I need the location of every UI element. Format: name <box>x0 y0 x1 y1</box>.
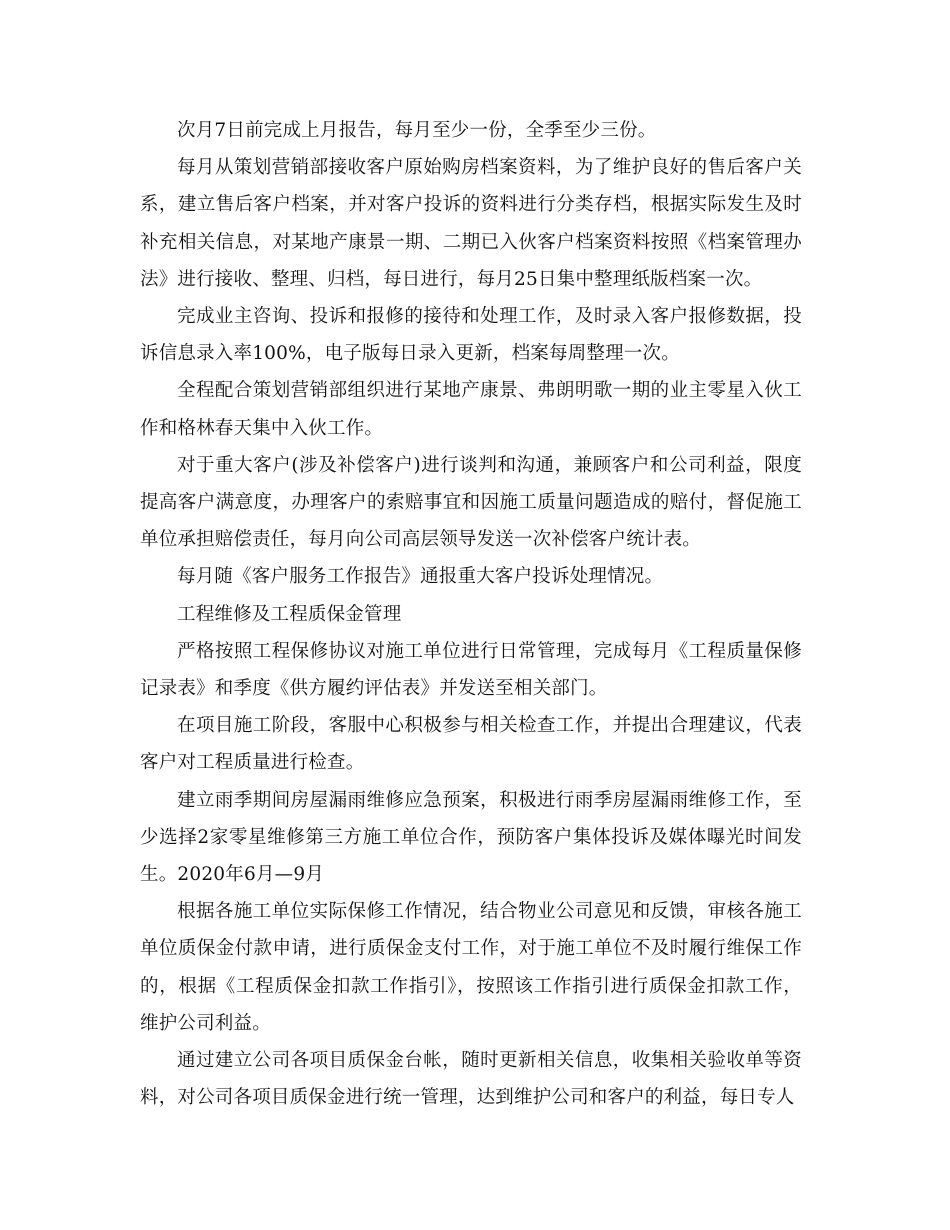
section-heading-maintenance: 工程维修及工程质保金管理 <box>177 603 402 625</box>
paragraph-warranty-payment: 根据各施工单位实际保修工作情况，结合物业公司意见和反馈，审核各施工单位质保金付款申请，进行质保金支付工作，对于施工单位不及时履行维保工作的，根据《工程质保金扣款工作指引》，按照该工作指引进行质保金扣款工作，维护公司利益。 <box>140 901 802 1034</box>
paragraph-warranty-ledger: 通过建立公司各项目质保金台帐，随时更新相关信息，收集相关验收单等资料，对公司各项目质保金进行统一管理，达到维护公司和客户的利益，每日专人 <box>140 1050 802 1109</box>
paragraph-warranty-management: 严格按照工程保修协议对施工单位进行日常管理，完成每月《工程质量保修记录表》和季度《供方履约评估表》并发送至相关部门。 <box>140 640 802 700</box>
paragraph-major-customers: 对于重大客户(涉及补偿客户)进行谈判和沟通，兼顾客户和公司利益，限度提高客户满意度，办理客户的索赔事宜和因施工质量问题造成的赔付，督促施工单位承担赔偿责任，每月向公司高层领导发送一次补偿客户统计表。 <box>140 454 802 551</box>
paragraph-customer-archives: 每月从策划营销部接收客户原始购房档案资料，为了维护良好的售后客户关系，建立售后客户档案，并对客户投诉的资料进行分类存档，根据实际发生及时补充相关信息，对某地产康景一期、二期已入伙客户档案资料按照《档案管理办法》进行接收、整理、归档，每日进行，每月25日集中整理纸版档案一次。 <box>140 157 802 290</box>
paragraph-rainy-season-plan: 建立雨季期间房屋漏雨维修应急预案，积极进行雨季房屋漏雨维修工作，至少选择2家零星维修第三方施工单位合作，预防客户集体投诉及媒体曝光时间发生。2020年6月—9月 <box>140 789 802 886</box>
paragraph-inquiries-complaints: 完成业主咨询、投诉和报修的接待和处理工作，及时录入客户报修数据，投诉信息录入率100%，电子版每日录入更新，档案每周整理一次。 <box>140 306 802 365</box>
document-body <box>140 112 802 1116</box>
paragraph-monthly-report: 次月7日前完成上月报告，每月至少一份，全季至少三份。 <box>177 120 657 141</box>
paragraph-move-in-support: 全程配合策划营销部组织进行某地产康景、弗朗明歌一期的业主零星入伙工作和格林春天集中入伙工作。 <box>140 380 802 439</box>
paragraph-construction-inspection: 在项目施工阶段，客服中心积极参与相关检查工作，并提出合理建议，代表客户对工程质量进行检查。 <box>140 715 802 774</box>
paragraph-complaint-reporting: 每月随《客户服务工作报告》通报重大客户投诉处理情况。 <box>177 566 664 588</box>
